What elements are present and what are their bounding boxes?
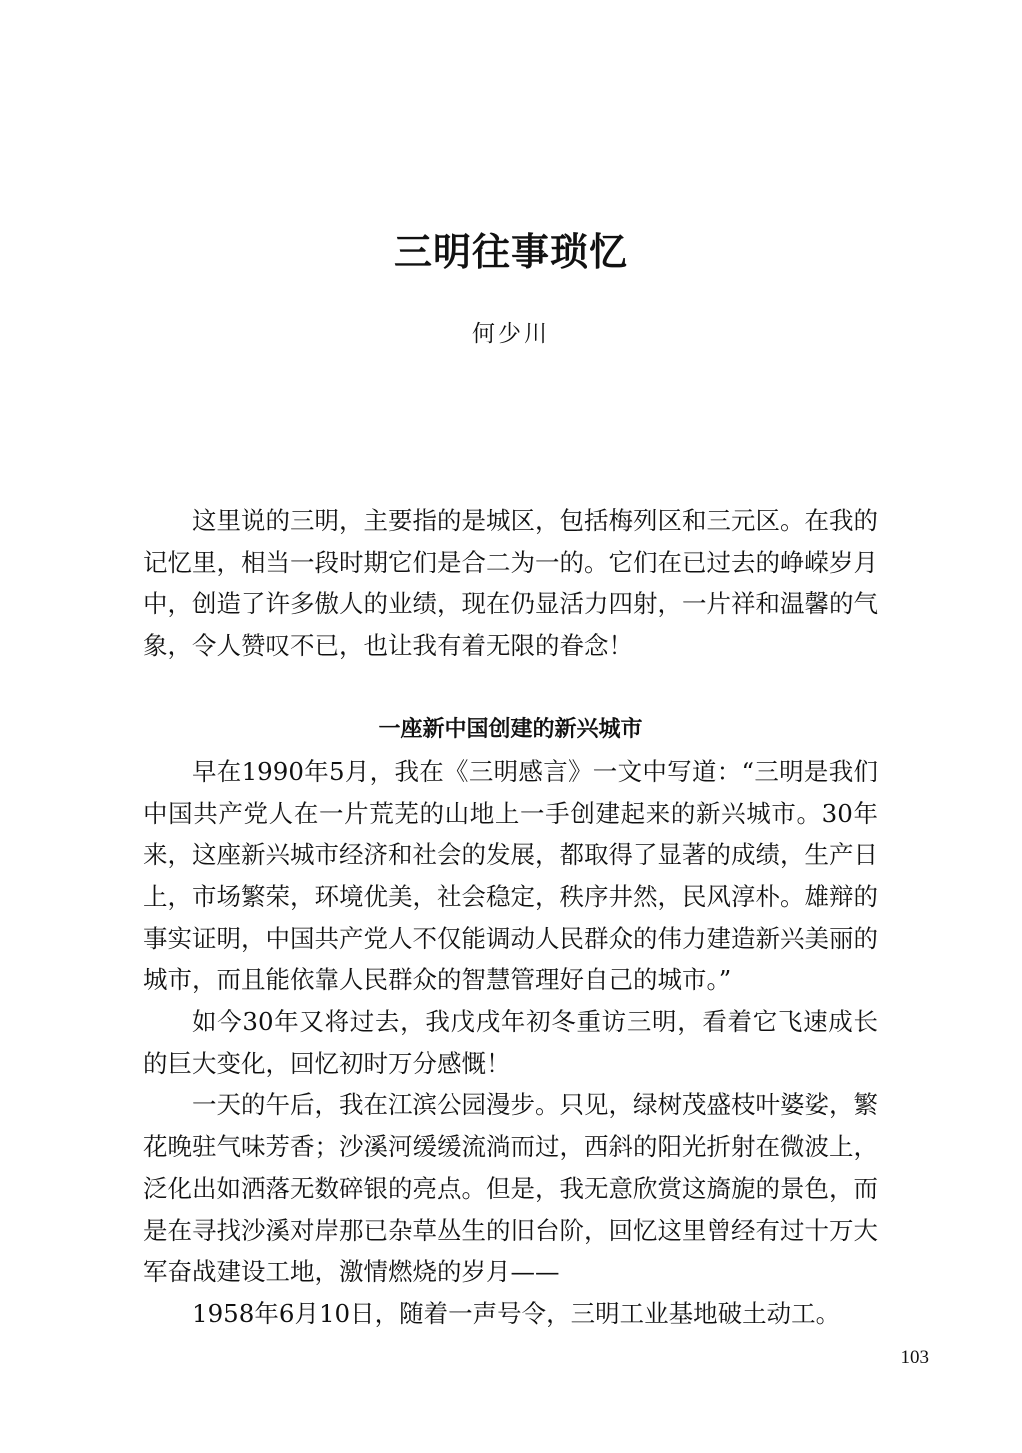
body-paragraph-4: 1958年6月10日，随着一声号令，三明工业基地破土动工。	[192, 1298, 841, 1328]
article-author: 何少川	[472, 321, 550, 347]
article-title: 三明往事琐忆	[393, 229, 628, 274]
body-paragraph-2: 如今30年又将过去，我戊戌年初冬重访三明，看着它飞速成长的巨大变化，回忆初时万分感慨！	[143, 1007, 878, 1078]
body-paragraph-1: 早在1990年5月，我在《三明感言》一文中写道：“三明是我们中国共产党人在一片荒芜的山地上一手创建起来的新兴城市。30年来，这座新兴城市经济和社会的发展，都取得了显著的成绩，生产日上，市场繁荣，环境优美，社会稳定，秩序井然，民风淳朴。雄辩的事实证明，中国共产党人不仅能调动人民群众的伟力建造新兴美丽的城市，而且能依靠人民群众的智慧管理好自己的城市。”	[143, 756, 878, 995]
intro-paragraph: 这里说的三明，主要指的是城区，包括梅列区和三元区。在我的记忆里，相当一段时期它们是合二为一的。它们在已过去的峥嵘岁月中，创造了许多傲人的业绩，现在仍显活力四射，一片祥和温馨的气象，令人赞叹不已，也让我有着无限的眷念！	[143, 506, 878, 661]
page-number: 103	[900, 1347, 929, 1368]
body-paragraph-3: 一天的午后，我在江滨公园漫步。只见，绿树茂盛枝叶婆娑，繁花晚驻气味芳香；沙溪河缓缓流淌而过，西斜的阳光折射在微波上，泛化出如洒落无数碎银的亮点。但是，我无意欣赏这旖旎的景色，而是在寻找沙溪对岸那已杂草丛生的旧台阶，回忆这里曾经有过十万大军奋战建设工地，激情燃烧的岁月——	[143, 1090, 878, 1287]
article-body	[143, 500, 878, 1335]
section-heading: 一座新中国创建的新兴城市	[378, 716, 643, 742]
